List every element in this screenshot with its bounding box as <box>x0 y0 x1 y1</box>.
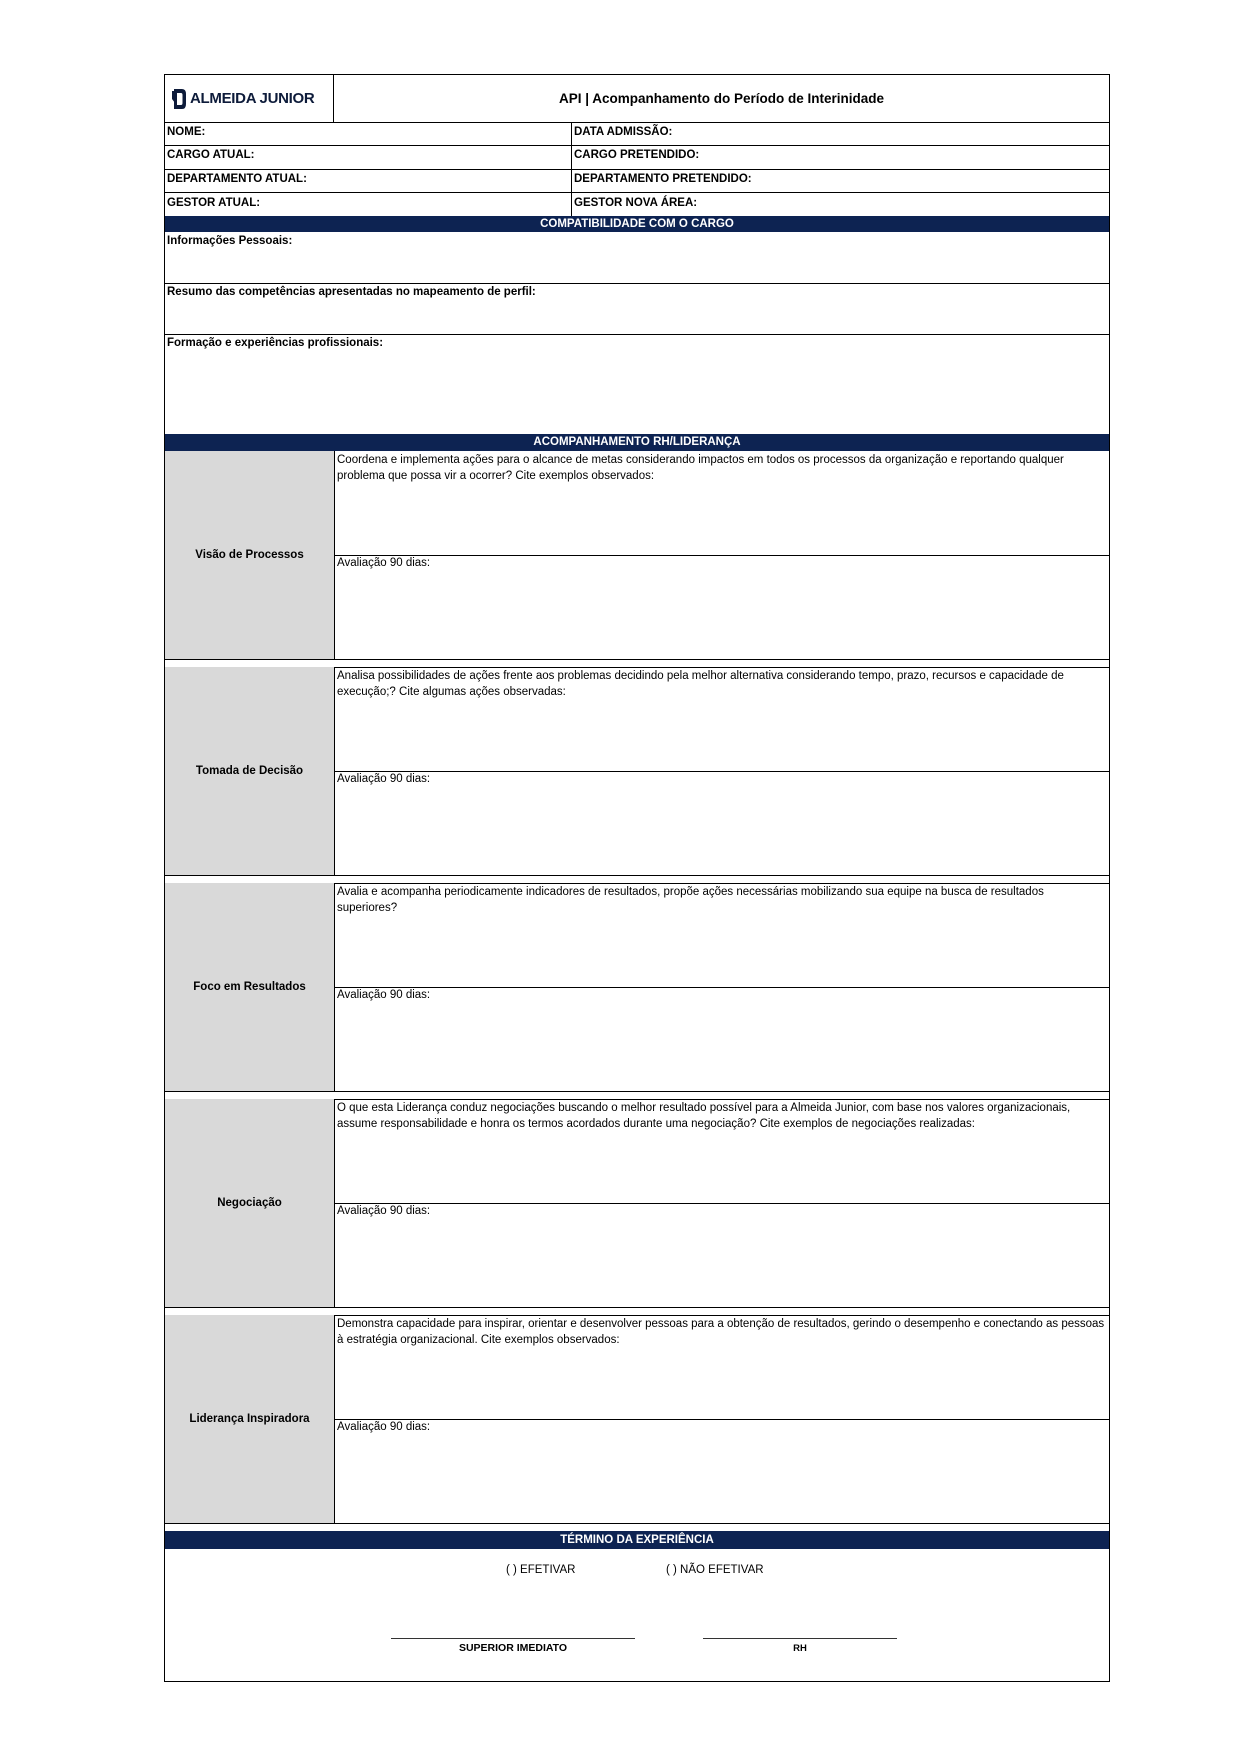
evaluation-form <box>164 74 1110 1682</box>
field-gestor-atual[interactable]: GESTOR ATUAL: <box>167 197 261 209</box>
option-nao-efetivar[interactable]: ( ) NÃO EFETIVAR <box>666 1564 764 1576</box>
section-compatibilidade-header: COMPATIBILIDADE COM O CARGO <box>165 216 1109 232</box>
section-acompanhamento-header: ACOMPANHAMENTO RH/LIDERANÇA <box>165 434 1109 451</box>
competency-block-negociacao <box>165 1099 1109 1308</box>
field-departamento-atual[interactable]: DEPARTAMENTO ATUAL: <box>167 173 307 185</box>
competency-block-tomada-decisao <box>165 667 1109 876</box>
avaliacao-90-dias-field[interactable]: Avaliação 90 dias: <box>337 1205 431 1217</box>
avaliacao-90-dias-field[interactable]: Avaliação 90 dias: <box>337 557 431 569</box>
signature-label-rh: RH <box>793 1643 807 1654</box>
competency-question[interactable]: Avalia e acompanha periodicamente indicadores de resultados, propõe ações necessárias mobilizando sua equipe na busca de resultados superiores? <box>337 886 1044 914</box>
logo <box>165 75 334 122</box>
competency-question[interactable]: Analisa possibilidades de ações frente aos problemas decidindo pela melhor alternativa considerando tempo, prazo, recursos e capacidade de execução;? Cite algumas ações observadas: <box>337 670 1064 698</box>
logo-text: ALMEIDA JUNIOR <box>190 90 315 107</box>
competency-question[interactable]: Coordena e implementa ações para o alcance de metas considerando impactos em todos os processos da organização e reportando qualquer problema que possa vir a ocorrer? Cite exemplos observados: <box>337 454 1064 482</box>
signature-line-superior <box>391 1638 635 1639</box>
competency-label: Tomada de Decisão <box>165 667 335 875</box>
field-gestor-nova-area[interactable]: GESTOR NOVA ÁREA: <box>574 197 698 209</box>
page-title: API | Acompanhamento do Período de Interinidade <box>558 91 885 106</box>
avaliacao-90-dias-field[interactable]: Avaliação 90 dias: <box>337 773 431 785</box>
avaliacao-90-dias-field[interactable]: Avaliação 90 dias: <box>337 989 431 1001</box>
competency-question[interactable]: Demonstra capacidade para inspirar, orientar e desenvolver pessoas para a obtenção de resultados, gerindo o desempenho e conectando as pessoas à estratégia organizacional. Cite exemplos observados: <box>337 1318 1105 1346</box>
signature-label-superior: SUPERIOR IMEDIATO <box>458 1642 568 1654</box>
competency-block-foco-resultados <box>165 883 1109 1092</box>
logo-mark-icon <box>171 87 187 111</box>
option-efetivar[interactable]: ( ) EFETIVAR <box>506 1564 576 1576</box>
field-departamento-pretendido[interactable]: DEPARTAMENTO PRETENDIDO: <box>574 173 752 185</box>
competency-question[interactable]: O que esta Liderança conduz negociações buscando o melhor resultado possível para a Almeida Junior, com base nos valores organizacionais, assume responsabilidade e honra os termos acordados durante uma negociação? Cite exemplos de negociações realizadas: <box>337 1102 1071 1130</box>
avaliacao-90-dias-field[interactable]: Avaliação 90 dias: <box>337 1421 431 1433</box>
field-informacoes-pessoais[interactable]: Informações Pessoais: <box>167 235 293 247</box>
section-termino-header: TÉRMINO DA EXPERIÊNCIA <box>165 1531 1109 1549</box>
competency-block-visao-processos <box>165 451 1109 660</box>
field-cargo-atual[interactable]: CARGO ATUAL: <box>167 149 255 161</box>
competency-block-lideranca-inspiradora <box>165 1315 1109 1524</box>
competency-label: Visão de Processos <box>165 451 335 659</box>
field-resumo-competencias[interactable]: Resumo das competências apresentadas no mapeamento de perfil: <box>167 286 536 298</box>
competency-label: Liderança Inspiradora <box>165 1315 335 1523</box>
field-data-admissao[interactable]: DATA ADMISSÃO: <box>574 126 673 138</box>
field-formacao-experiencias[interactable]: Formação e experiências profissionais: <box>167 337 384 349</box>
field-cargo-pretendido[interactable]: CARGO PRETENDIDO: <box>574 149 700 161</box>
competency-label: Foco em Resultados <box>165 883 335 1091</box>
field-nome[interactable]: NOME: <box>167 126 206 138</box>
competency-label: Negociação <box>165 1099 335 1307</box>
signature-line-rh <box>703 1638 897 1639</box>
